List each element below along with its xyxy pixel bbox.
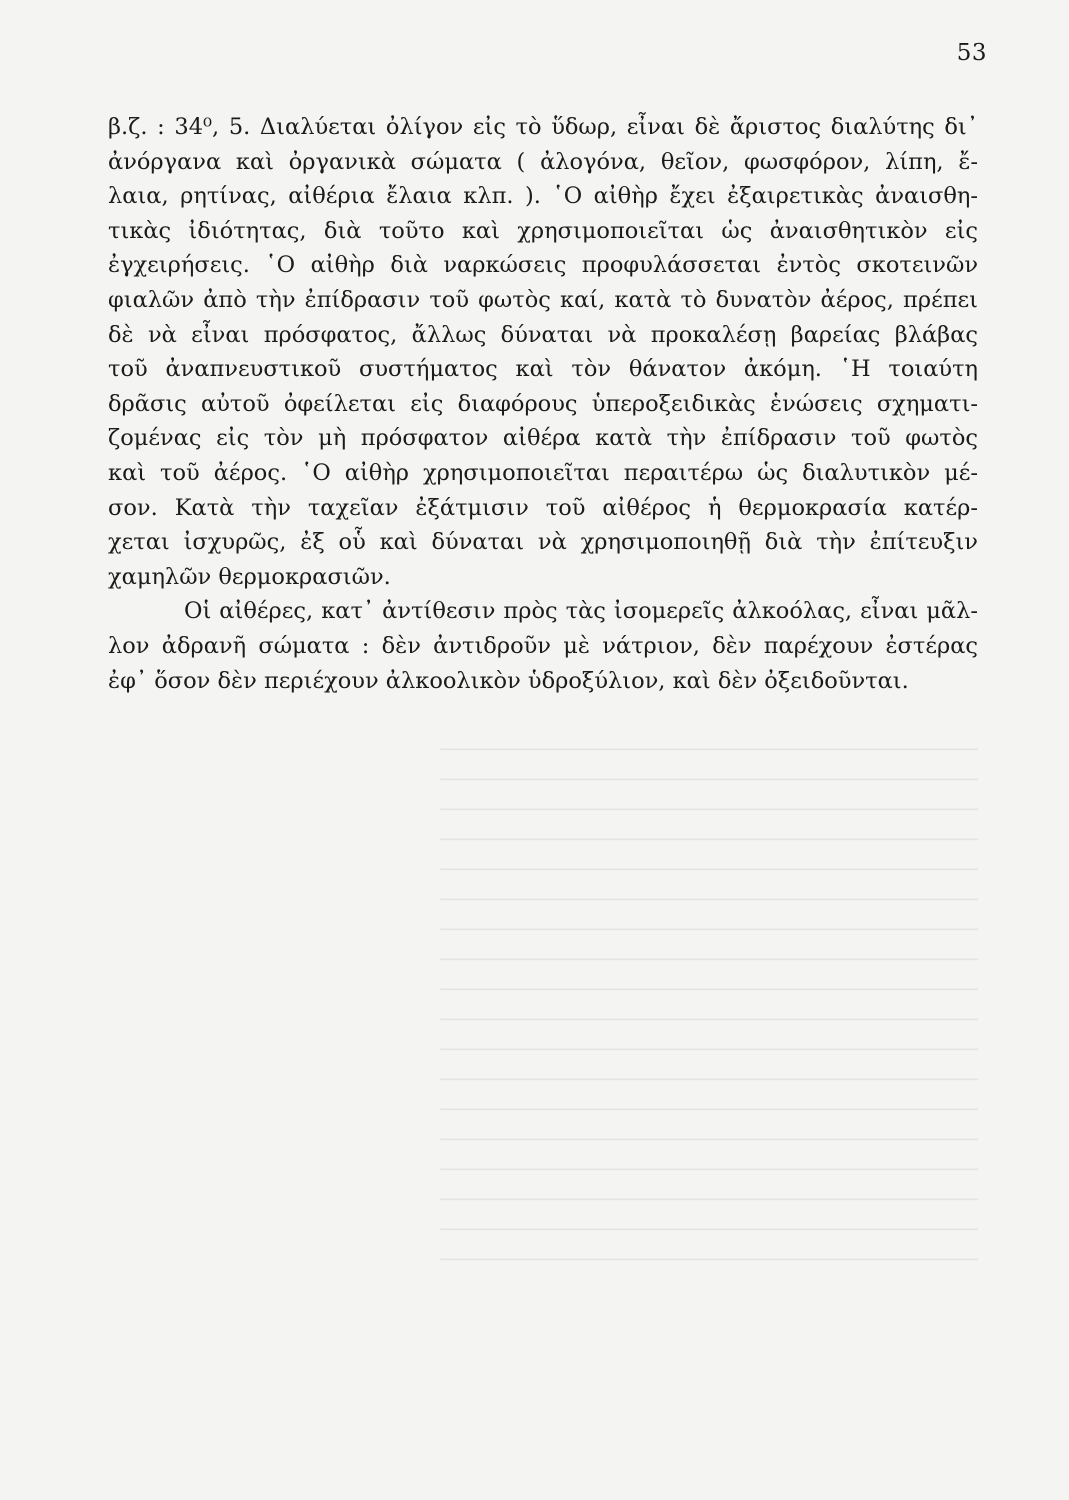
paragraph — [108, 594, 978, 698]
text-line: λον ἀδρανῆ σώματα : δὲν ἀντιδροῦν μὲ νάτριον, δὲν παρέχουν ἐστέρας — [108, 632, 978, 659]
text-line: ζομένας εἰς τὸν μὴ πρόσφατον αἰθέρα κατὰ τὴν ἐπίδρασιν τοῦ φωτὸς — [108, 425, 978, 452]
text-line: ἀνόργανα καὶ ὀργανικὰ σώματα ( ἀλογόνα, θεῖον, φωσφόρον, λίπη, ἔ- — [108, 148, 978, 175]
paragraph — [108, 110, 978, 594]
text-line: δὲ νὰ εἶναι πρόσφατος, ἄλλως δύναται νὰ προκαλέσῃ βαρείας βλάβας — [108, 321, 978, 348]
text-line: φιαλῶν ἀπὸ τὴν ἐπίδρασιν τοῦ φωτὸς καί, κατὰ τὸ δυνατὸν ἀέρος, πρέπει — [108, 286, 978, 313]
text-line: δρᾶσις αὐτοῦ ὀφείλεται εἰς διαφόρους ὑπεροξειδικὰς ἑνώσεις σχηματι- — [108, 390, 978, 417]
reverse-side-bleed-through: ─────────────────────────────────────────────── ─────────────────────────────────────────────── ─────────────────────────────────────────────── ─────────────────────────────────────────────── ─────────────────────────────────────────────── ─────────────────────────────────────────────── ─────────────────────────────────────────────── ─────────────────────────────────────────────── ─────────────────────────────────────────────── ─────────────────────────────────────────────── ─────────────────────────────────────────────── ─────────────────────────────────────────────── ─────────────────────────────────────────────── ─────────────────────────────────────────────── ─────────────────────────────────────────────── ─────────────────────────────────────────────── ─────────────────────────────────────────────── ─────────────────────────────────────────────── — [440, 739, 978, 1271]
text-line: λαια, ρητίνας, αἰθέρια ἔλαια κλπ. ). ῾Ο αἰθὴρ ἔχει ἐξαιρετικὰς ἀναισθη- — [108, 183, 978, 210]
text-line: σον. Κατὰ τὴν ταχεῖαν ἐξάτμισιν τοῦ αἰθέρος ἡ θερμοκρασία κατέρ- — [108, 494, 978, 521]
text-line: β.ζ. : 34⁰, 5. Διαλύεται ὀλίγον εἰς τὸ ὕδωρ, εἶναι δὲ ἄριστος διαλύτης δι᾽ — [108, 114, 978, 140]
text-line: ἐγχειρήσεις. ῾Ο αἰθὴρ διὰ ναρκώσεις προφυλάσσεται ἐντὸς σκοτεινῶν — [108, 252, 978, 279]
text-line: Οἱ αἰθέρες, κατ᾽ ἀντίθεσιν πρὸς τὰς ἰσομερεῖς ἀλκοόλας, εἶναι μᾶλ- — [184, 598, 978, 625]
text-line: τοῦ ἀναπνευστικοῦ συστήματος καὶ τὸν θάνατον ἀκόμη. ῾Η τοιαύτη — [108, 356, 978, 383]
body-text — [108, 110, 978, 698]
text-line: τικὰς ἰδιότητας, διὰ τοῦτο καὶ χρησιμοποιεῖται ὡς ἀναισθητικὸν εἰς — [108, 217, 978, 244]
text-line: ἐφ᾽ ὅσον δὲν περιέχουν ἀλκοολικὸν ὑδροξύλιον, καὶ δὲν ὀξειδοῦνται. — [108, 667, 909, 694]
text-line: χεται ἰσχυρῶς, ἐξ οὗ καὶ δύναται νὰ χρησιμοποιηθῇ διὰ τὴν ἐπίτευξιν — [108, 529, 978, 556]
text-line: καὶ τοῦ ἀέρος. ῾Ο αἰθὴρ χρησιμοποιεῖται περαιτέρω ὡς διαλυτικὸν μέ- — [108, 459, 978, 486]
page-number: 53 — [956, 40, 987, 66]
text-line: χαμηλῶν θερμοκρασιῶν. — [108, 563, 391, 590]
